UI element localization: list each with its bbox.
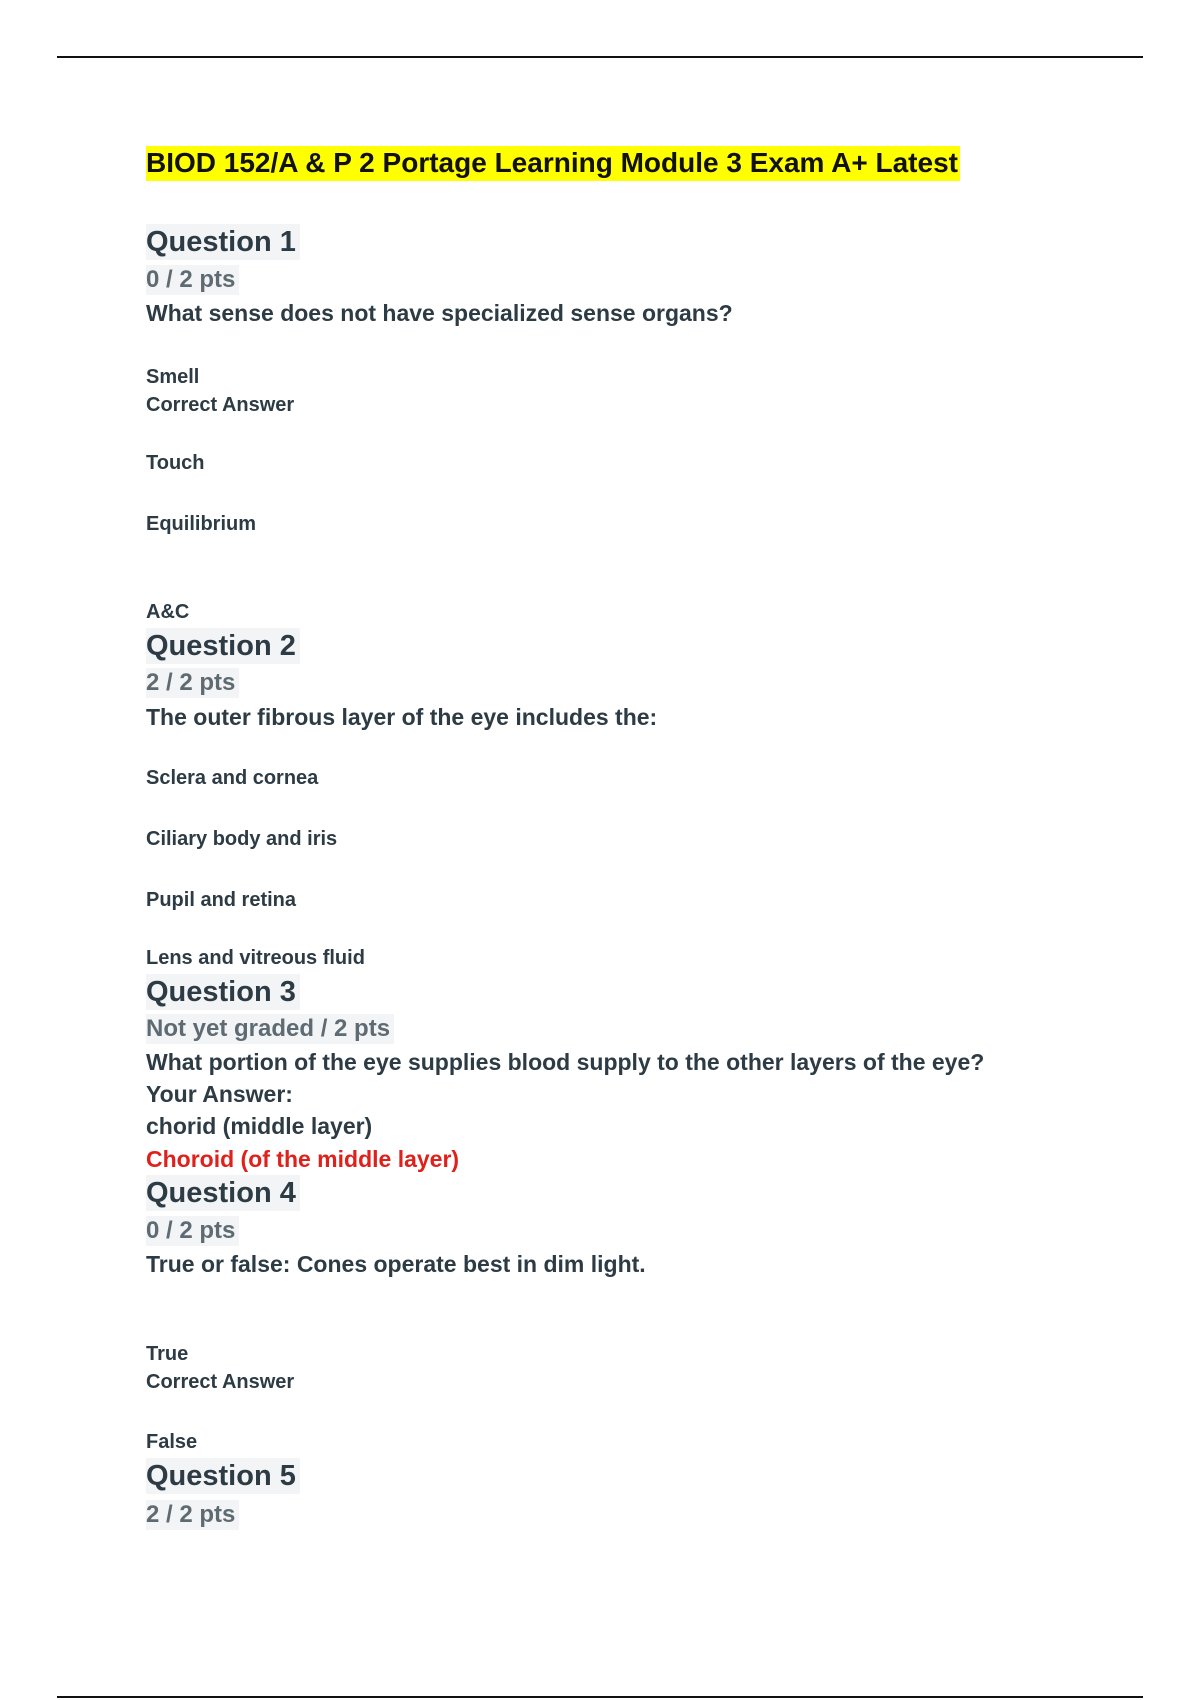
question-5-points: 2 / 2 pts xyxy=(146,1500,239,1530)
question-3-heading: Question 3 xyxy=(146,974,300,1010)
question-2-answer-2: Ciliary body and iris xyxy=(146,828,338,850)
question-5-heading: Question 5 xyxy=(146,1458,300,1494)
question-1-answer-touch: Touch xyxy=(146,452,205,474)
question-1-correct-answer-label: Correct Answer xyxy=(146,394,295,416)
question-2-points: 2 / 2 pts xyxy=(146,668,239,698)
question-3-correct-answer: Choroid (of the middle layer) xyxy=(146,1146,460,1172)
question-2-answer-4: Lens and vitreous fluid xyxy=(146,947,365,969)
question-1-heading: Question 1 xyxy=(146,224,300,260)
question-3-your-answer-label: Your Answer: xyxy=(146,1081,293,1107)
question-1-text: What sense does not have specialized sense organs? xyxy=(146,300,733,326)
bottom-rule xyxy=(57,1696,1143,1698)
question-2-text: The outer fibrous layer of the eye includes the: xyxy=(146,704,658,730)
question-4-correct-answer-label: Correct Answer xyxy=(146,1371,295,1393)
question-2-answer-1: Sclera and cornea xyxy=(146,767,319,789)
question-4-heading: Question 4 xyxy=(146,1175,300,1211)
question-2-heading: Question 2 xyxy=(146,628,300,664)
question-2-answer-3: Pupil and retina xyxy=(146,889,297,911)
question-4-answer-false: False xyxy=(146,1431,198,1453)
top-rule xyxy=(57,56,1143,58)
question-4-points: 0 / 2 pts xyxy=(146,1216,239,1246)
question-1-answer-smell: Smell xyxy=(146,366,200,388)
question-3-text: What portion of the eye supplies blood supply to the other layers of the eye? xyxy=(146,1049,985,1075)
question-3-points: Not yet graded / 2 pts xyxy=(146,1014,394,1044)
question-3-your-answer: chorid (middle layer) xyxy=(146,1113,373,1139)
question-1-answer-a-and-c: A&C xyxy=(146,601,190,623)
question-4-answer-true: True xyxy=(146,1343,189,1365)
question-4-text: True or false: Cones operate best in dim light. xyxy=(146,1251,646,1277)
document-title: BIOD 152/A & P 2 Portage Learning Module 3 Exam A+ Latest xyxy=(146,146,960,181)
question-1-points: 0 / 2 pts xyxy=(146,265,239,295)
question-1-answer-equilibrium: Equilibrium xyxy=(146,513,256,535)
